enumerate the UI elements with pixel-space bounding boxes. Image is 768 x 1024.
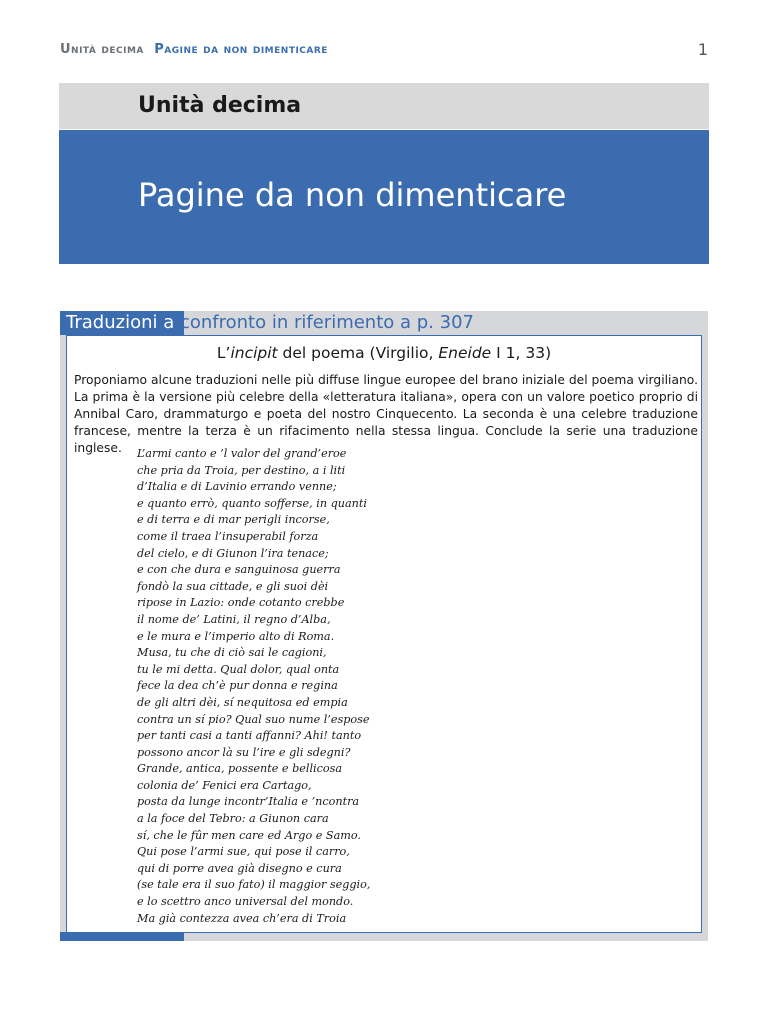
poem-line: Musa, tu che di ciò sai le cagioni, bbox=[137, 646, 327, 660]
translation-box bbox=[66, 335, 702, 933]
box-header-title bbox=[66, 312, 474, 333]
box-header bbox=[60, 311, 708, 335]
incipit-italic: incipit bbox=[230, 344, 278, 362]
box-header-title-first: Traduzioni a bbox=[66, 312, 175, 333]
unit-label: Unità decima bbox=[138, 93, 302, 118]
poem-line: colonia de’ Fenici era Cartago, bbox=[137, 778, 312, 792]
incipit-prefix: L’ bbox=[216, 344, 231, 362]
incipit-mid: del poema (Virgilio, bbox=[277, 344, 439, 362]
running-header bbox=[60, 42, 710, 58]
poem-line: tu le mi detta. Qual dolor, qual onta bbox=[137, 662, 340, 676]
poem-line: che pria da Troia, per destino, a i liti bbox=[137, 463, 346, 477]
poem-line: d’Italia e di Lavinio errando venne; bbox=[137, 480, 337, 494]
poem-line: e con che dura e sanguinosa guerra bbox=[137, 563, 341, 577]
poem-line: contra un sí pio? Qual suo nume l’espose bbox=[137, 712, 370, 726]
box-shadow-bottom-accent bbox=[60, 932, 184, 941]
incipit-work: Eneide bbox=[438, 344, 492, 362]
poem-line: del cielo, e di Giunon l’ira tenace; bbox=[137, 546, 329, 560]
poem-line: sí, che le fûr men care ed Argo e Samo. bbox=[137, 828, 361, 842]
poem-line: qui di porre avea già disegno e cura bbox=[137, 861, 342, 875]
intro-paragraph: Proponiamo alcune traduzioni nelle più diffuse lingue europee del brano iniziale del poema virgiliano. La prima è la versione più celebre della «letteratura italiana», opera con un valore poetico proprio di Annibal Caro, drammaturgo e poeta del nostro Cinquecento. La seconda è una celebre traduzione francese, mentre la terza è un rifacimento nella stessa lingua. Conclude la serie una traduzione inglese. bbox=[74, 373, 698, 455]
running-header-unit: Unità decima bbox=[60, 42, 144, 57]
poem-text bbox=[137, 446, 370, 927]
poem-line: (se tale era il suo fato) il maggior seggio, bbox=[137, 878, 371, 892]
poem-line: e di terra e di mar perigli incorse, bbox=[137, 513, 330, 527]
poem-line: possono ancor là su l’ire e gli sdegni? bbox=[137, 745, 351, 759]
box-header-title-rest: confronto in riferimento a p. 307 bbox=[174, 312, 474, 333]
poem-line: Ma già contezza avea ch’era di Troia bbox=[137, 911, 347, 925]
poem-line: a la foce del Tebro: a Giunon cara bbox=[137, 812, 329, 826]
poem-line: e lo scettro anco universal del mondo. bbox=[137, 895, 354, 909]
poem-line: Grande, antica, possente e bellicosa bbox=[137, 762, 343, 776]
incipit-title bbox=[67, 344, 701, 362]
poem-line: e quanto errò, quanto sofferse, in quanti bbox=[137, 496, 367, 510]
poem-line: Qui pose l’armi sue, qui pose il carro, bbox=[137, 845, 350, 859]
poem-line: il nome de’ Latini, il regno d’Alba, bbox=[137, 612, 331, 626]
chapter-title: Pagine da non dimenticare bbox=[138, 176, 567, 214]
title-band bbox=[59, 130, 709, 264]
poem-line: fece la dea ch’è pur donna e regina bbox=[137, 679, 338, 693]
page-number: 1 bbox=[697, 40, 708, 59]
poem-line: per tanti casi a tanti affanni? Ahi! tanto bbox=[137, 729, 362, 743]
poem-line: de gli altri dèi, sí nequitosa ed empia bbox=[137, 695, 348, 709]
poem-line: L’armi canto e ’l valor del grand’eroe bbox=[137, 447, 347, 460]
poem-line: fondò la sua cittade, e gli suoi dèi bbox=[137, 579, 329, 593]
poem-line: posta da lunge incontr’Italia e ’ncontra bbox=[137, 795, 360, 809]
poem-line: come il traea l’insuperabil forza bbox=[137, 529, 319, 543]
poem-line: e le mura e l’imperio alto di Roma. bbox=[137, 629, 335, 643]
running-header-title: Pagine da non dimenticare bbox=[154, 42, 328, 57]
unit-band bbox=[59, 83, 709, 129]
incipit-suffix: I 1, 33) bbox=[491, 344, 552, 362]
poem-line: ripose in Lazio: onde cotanto crebbe bbox=[137, 596, 345, 610]
